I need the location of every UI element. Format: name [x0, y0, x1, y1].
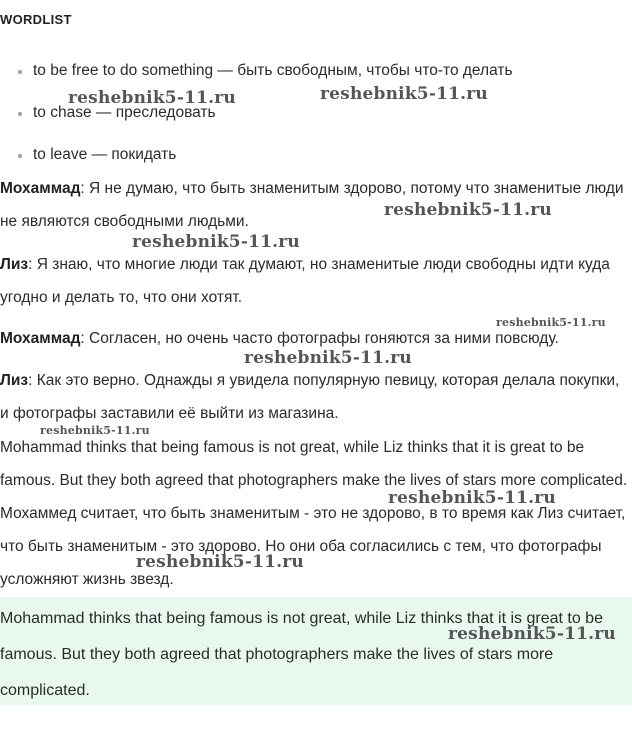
watermark: reshebnik5-11.ru — [40, 424, 150, 437]
answer-text: Mohammad thinks that being famous is not great, while Liz thinks that it is great to be famous. But they both agreed that photographers make the lives of stars more complicated. — [0, 610, 603, 699]
watermark: reshebnik5-11.ru — [448, 624, 616, 644]
dialogue-text: : Я не думаю, что быть знаменитым здорово, потому что знаменитые люди не являются свободными людьми. — [0, 180, 624, 230]
watermark: reshebnik5-11.ru — [384, 200, 552, 220]
dialogue-line — [0, 364, 632, 430]
speaker-name: Лиз — [0, 372, 29, 389]
summary-text: Mohammad thinks that being famous is not great, while Liz thinks that it is great to be famous. But they both agreed that photographers make the lives of stars more complicated. Мохаммед считает, что быть знаменитым - это не здорово, в то время как Лиз считает, что быть знаменитым - это здорово. Но они оба согласились с тем, что фотографы усложняют жизнь звезд. — [0, 439, 628, 588]
wordlist-title: WORDLIST — [0, 12, 72, 27]
watermark: reshebnik5-11.ru — [496, 316, 606, 329]
watermark: reshebnik5-11.ru — [244, 348, 412, 368]
wordlist-item-text: to be free to do something — быть свободным, чтобы что-то делать — [33, 62, 513, 79]
dialogue-line — [0, 248, 632, 314]
speaker-name: Лиз — [0, 256, 29, 273]
dialogue-text: : Согласен, но очень часто фотографы гоняются за ними повсюду. — [80, 330, 559, 347]
speaker-name: Мохаммад — [0, 330, 81, 347]
speaker-name: Мохаммад — [0, 180, 81, 197]
wordlist-item-text: to chase — преследовать — [33, 104, 216, 121]
bullet-icon — [18, 70, 22, 74]
bullet-icon — [18, 154, 22, 158]
watermark: reshebnik5-11.ru — [68, 88, 236, 108]
answer-box — [0, 597, 632, 705]
dialogue-text: : Как это верно. Однажды я увидела популярную певицу, которая делала покупки, и фотографы заставили её выйти из магазина. — [0, 372, 620, 422]
dialogue-text: : Я знаю, что многие люди так думают, но знаменитые люди свободны идти куда угодно и делать то, что они хотят. — [0, 256, 610, 306]
watermark: reshebnik5-11.ru — [388, 488, 556, 508]
watermark: reshebnik5-11.ru — [132, 232, 300, 252]
watermark: reshebnik5-11.ru — [320, 84, 488, 104]
watermark: reshebnik5-11.ru — [136, 552, 304, 572]
bullet-icon — [18, 112, 22, 116]
wordlist-item-text: to leave — покидать — [33, 146, 177, 163]
